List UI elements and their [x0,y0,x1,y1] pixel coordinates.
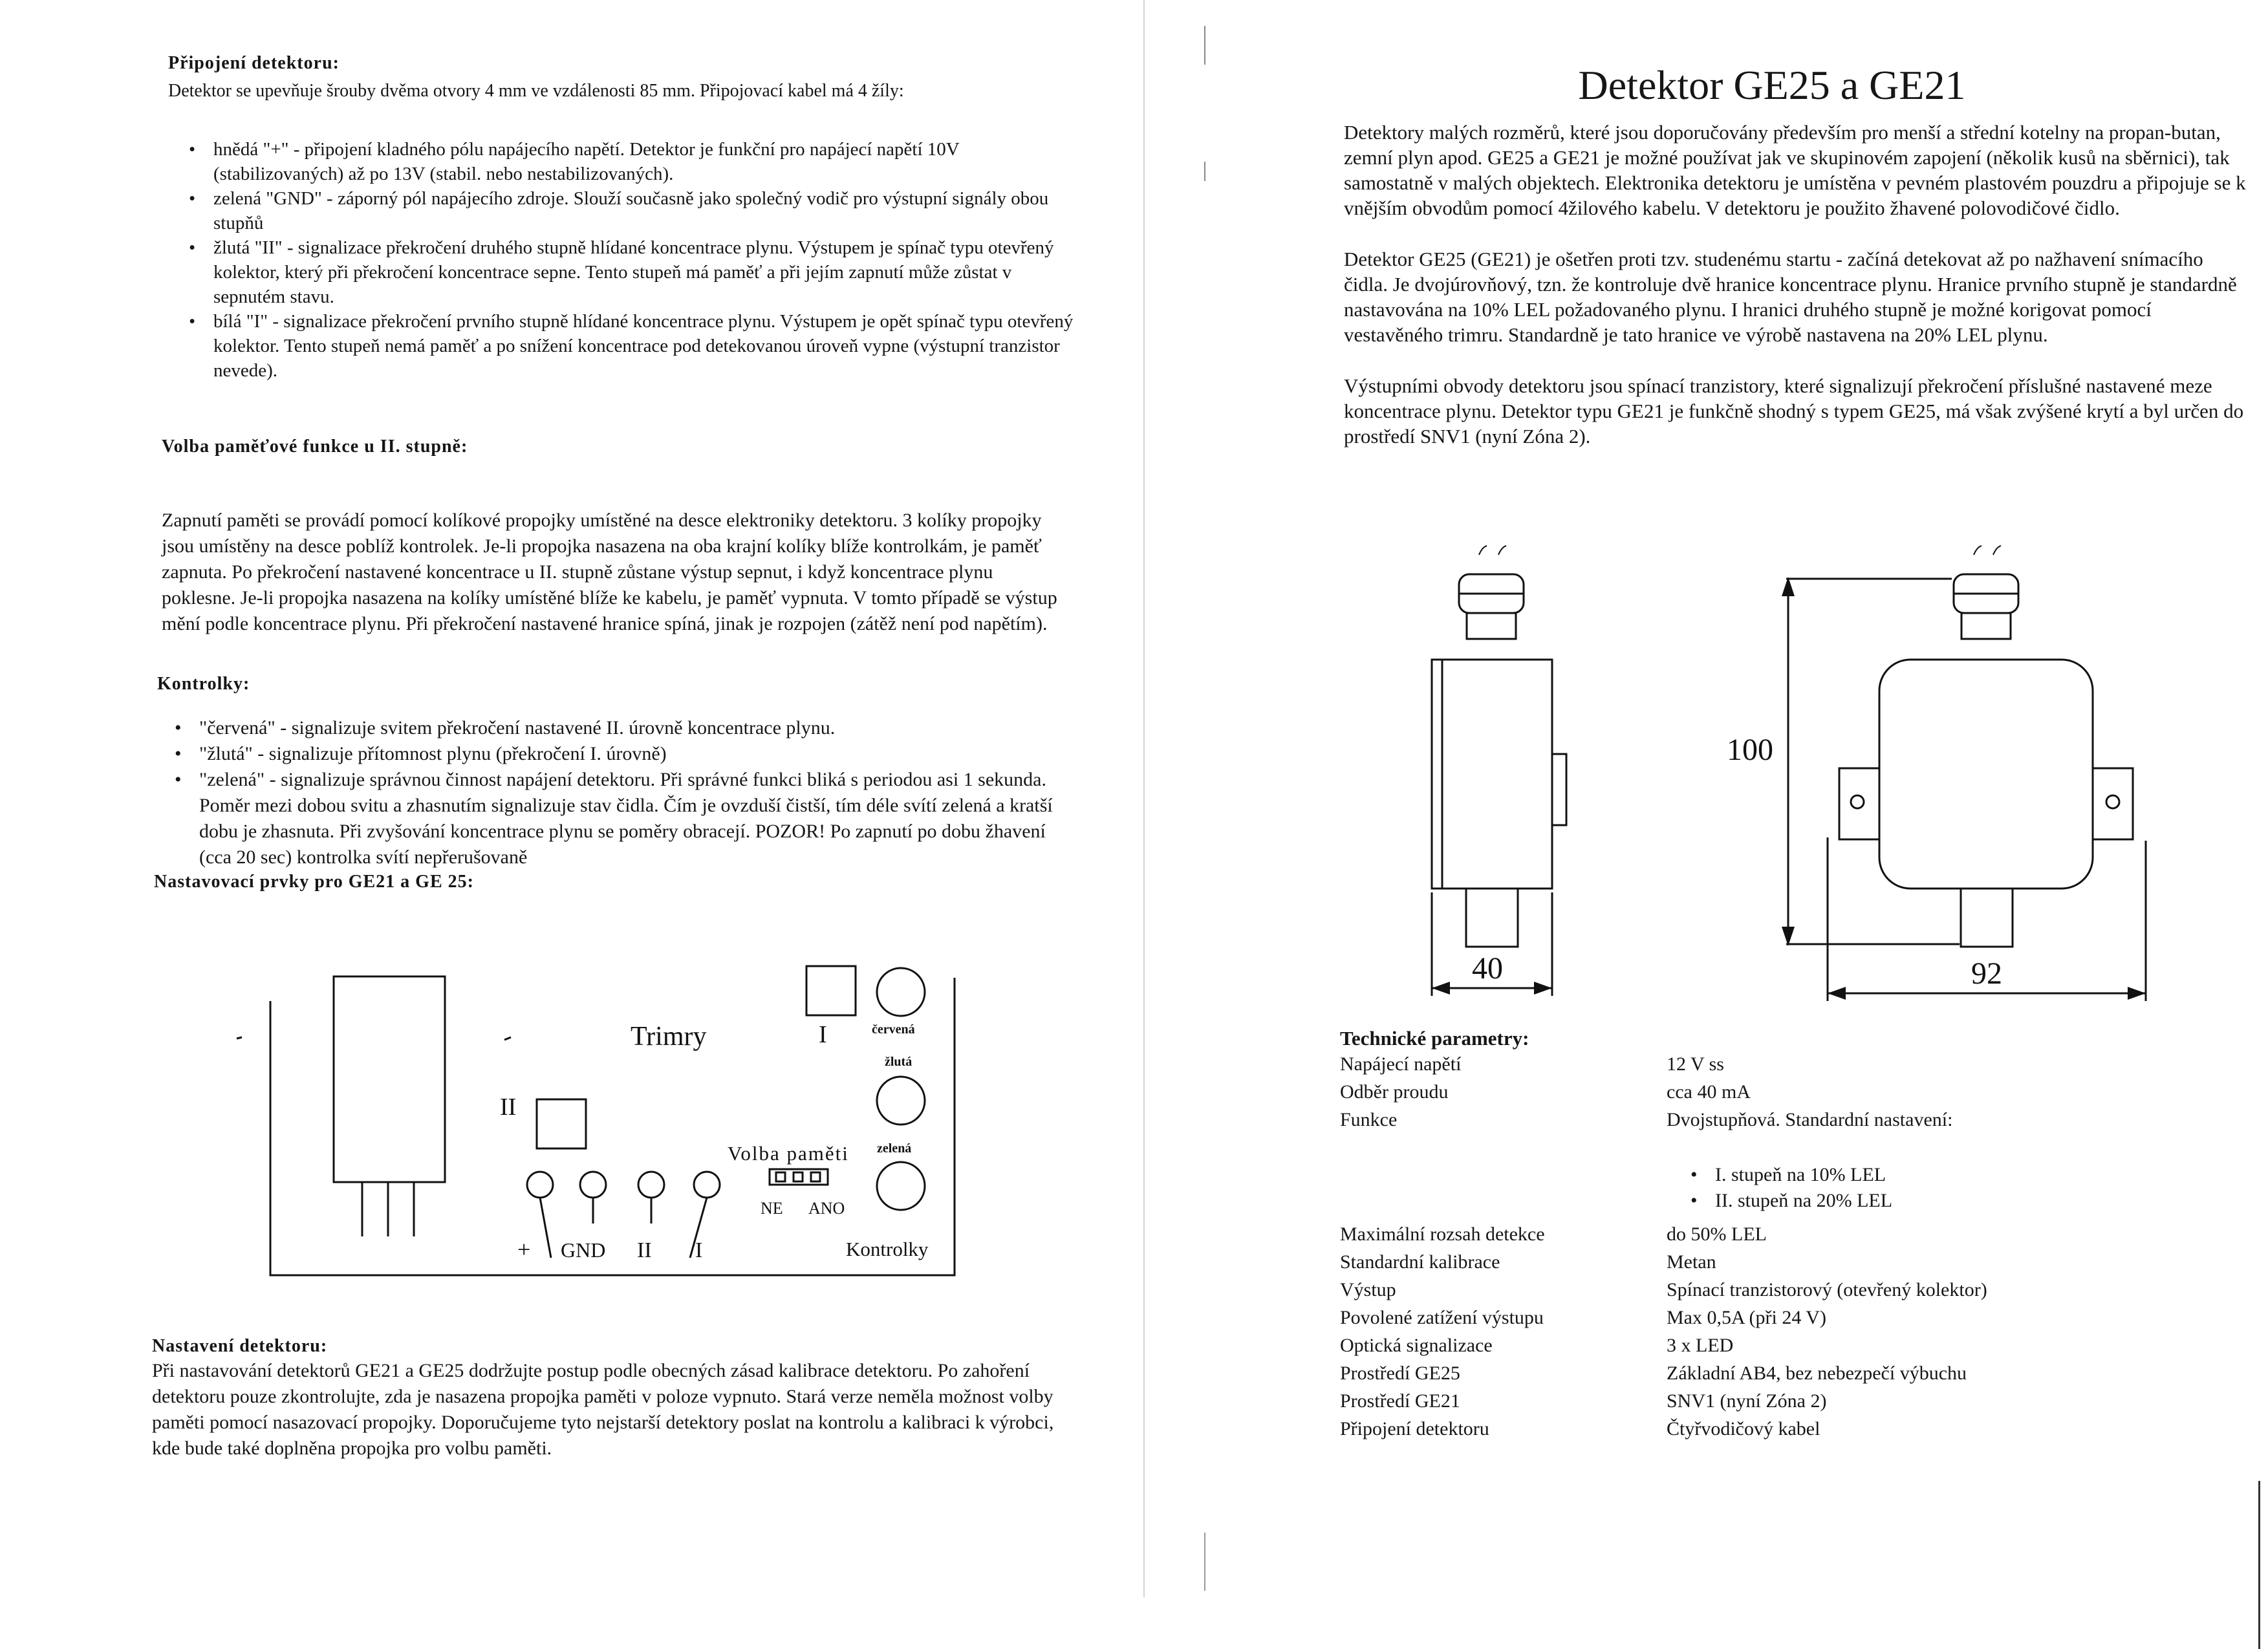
cable-ends [1479,546,1506,555]
list-item: • I. stupeň na 10% LEL [1715,1162,2232,1188]
spec-value: do 50% LEL [1667,1223,1767,1245]
connection-section [168,53,1074,383]
table-row [1340,1276,2232,1304]
height-label: 100 [1727,733,1773,767]
trimmer-ii [537,1099,586,1148]
specs-section [1340,1027,2232,1443]
spec-key: Standardní kalibrace [1340,1251,1500,1273]
terminal-gnd [580,1172,606,1198]
board-outline [270,978,955,1275]
table-row [1340,1050,2232,1078]
list-item: • "zelená" - signalizuje správnou činnost napájení detektoru. Při správné funkci bliká s periodou asi 1 sekunda. Poměr mezi dobou svitu a zhasnutím signalizuje stav čidla. Čím je ovzduší čistší, tím déle svítí zelená a kratší dobu je zhasnuta. Při zvyšování koncentrace plynu se poměry obracejí. POZOR! Po zapnutí po dobu žhavení (cca 20 sec) kontrolka svítí nepřerušovaně [199,767,1075,870]
spec-value: Dvojstupňová. Standardní nastavení: [1667,1109,1953,1130]
table-row [1340,1359,2232,1387]
terminal-i-label: I [695,1238,703,1262]
spec-value: Základní AB4, bez nebezpečí výbuchu [1667,1363,1967,1384]
levels-list [1715,1162,2232,1214]
spec-value: Metan [1667,1251,1716,1273]
trimmer-ii-label: II [500,1094,517,1121]
wire-list [168,137,1074,383]
list-item: • bílá "I" - signalizace překročení prvního stupně hlídané koncentrace plynu. Výstupem je opět spínač typu otevřený kolektor. Tento stupeň nemá paměť a po snížení koncentrace pod detekovanou úroveň vypne (výstupní tranzistor nevede). [213,309,1074,383]
memory-section [162,436,1067,637]
spec-key: Funkce [1340,1109,1398,1130]
led-green-label: zelená [877,1141,912,1156]
setup-text: Při nastavování detektorů GE21 a GE25 dodržujte postup podle obecných zásad kalibrace detektoru. Po zahoření detektoru pouze zkontrolujte, zda je nasazena propojka paměti v poloze vypnuto. Stará verze neměla možnost volby paměti pomocí nasazovací propojky. Doporučujeme tyto nejstarší detektory poslat na kontrolu a kalibraci k výrobci, kde bude také doplněna propojka pro volbu paměti. [152,1360,1054,1459]
spec-key: Připojení detektoru [1340,1418,1489,1439]
connection-intro: Detektor se upevňuje šrouby dvěma otvory 4 mm ve vzdálenosti 85 mm. Připojovací kabel má 4 žíly: [168,81,904,101]
terminal-plus [527,1172,553,1198]
spec-value: Čtyřvodičový kabel [1667,1418,1820,1439]
connection-heading: Připojení detektoru: [168,53,340,73]
terminal-plus-label: + [517,1236,531,1262]
table-row [1340,1106,2232,1134]
spec-key: Povolené zatížení výstupu [1340,1307,1544,1328]
spec-value: SNV1 (nyní Zóna 2) [1667,1390,1827,1412]
cold-start-paragraph: Detektor GE25 (GE21) je ošetřen proti tzv. studenému startu - začíná detekovat až po nažhavení snímacího čidla. Je dvojúrovňový, tzn. že kontroluje dvě hranice koncentrace plynu. Hranice prvního stupně je standardně nastavována na 10% LEL požadovaného plynu. I hranici druhého stupně je možné korigovat pomocí vestavěného trimru. Standardně je tato hranice ve výrobě nastavena na 20% LEL plynu. [1344,248,2237,346]
list-item: • zelená "GND" - záporný pól napájecího zdroje. Slouží současně jako společný vodič pro výstupní signály obou stupňů [213,186,1074,235]
terminal-gnd-label: GND [561,1238,606,1262]
spec-value: cca 40 mA [1667,1081,1751,1103]
controls-heading: Nastavovací prvky pro GE21 a GE 25: [154,872,474,892]
lights-board-label: Kontrolky [846,1238,929,1260]
list-item: • II. stupeň na 20% LEL [1715,1188,2232,1214]
spec-value: 3 x LED [1667,1335,1734,1356]
front-lug-left [1839,768,1879,839]
side-gland-nut [1467,613,1516,639]
intro-section [1344,120,2248,449]
lights-section [154,674,1075,892]
spec-key: Napájecí napětí [1340,1053,1462,1075]
terminal-ii [638,1172,664,1198]
table-row [1340,1078,2232,1106]
table-row [1340,1387,2232,1415]
table-row [1340,1415,2232,1443]
dimension-drawing [1151,543,2268,1015]
outputs-paragraph: Výstupními obvody detektoru jsou spínací tranzistory, které signalizují překročení příslušné nastavené meze koncentrace plynu. Detektor typu GE21 je funkčně shodný s typem GE25, má však zvýšené krytí a byl určen do prostředí SNV1 (nyní Zóna 2). [1344,374,2244,447]
mount-hole-right [2106,795,2119,808]
trimmer-i-label: I [819,1021,827,1048]
setup-section [152,1336,1077,1461]
spec-value: Max 0,5A (při 24 V) [1667,1307,1826,1328]
lights-heading: Kontrolky: [157,674,250,694]
front-gland-nut [1961,613,2011,639]
spec-key: Prostředí GE21 [1340,1390,1460,1412]
trimmer-i [806,966,856,1015]
front-lug-right [2093,768,2133,839]
side-housing [1432,660,1552,889]
jumper-on-label: ANO [808,1199,845,1218]
led-green [877,1162,925,1210]
setup-heading: Nastavení detektoru: [152,1336,328,1356]
spec-key: Optická signalizace [1340,1335,1493,1356]
mount-hole-left [1851,795,1864,808]
front-housing [1879,660,2093,889]
spec-value: 12 V ss [1667,1053,1724,1075]
trimmers-label: Trimry [631,1022,707,1051]
lights-list [157,715,1075,870]
table-row [1340,1331,2232,1359]
specs-table-bottom [1340,1220,2232,1443]
memory-select-label: Volba paměti [728,1142,849,1165]
intro-paragraph: Detektory malých rozměrů, které jsou doporučovány především pro menší a střední kotelny na propan-butan, zemní plyn apod. GE25 a GE21 je možné používat jak ve skupinovém zapojení (několik kusů na sběrnici), tak samostatně v malých objektech. Elektronika detektoru je umístěna v pevném plastovém pouzdru a připojuje se k vnějším obvodům pomocí 4žilového kabelu. V detektoru je použito žhavené polovodičové čidlo. [1344,121,2246,219]
led-red [877,968,925,1016]
specs-heading: Technické parametry: [1340,1027,1529,1050]
spec-key: Výstup [1340,1279,1396,1300]
terminal-i [694,1172,720,1198]
list-item: • "červená" - signalizuje svitem překročení nastavené II. úrovně koncentrace plynu. [199,715,1075,741]
title-wrap [1423,61,2121,109]
list-item: • hnědá "+" - připojení kladného pólu napájecího napětí. Detektor je funkční pro napájecí napětí 10V (stabilizovaných) až po 13V (stabil. nebo nestabilizovaných). [213,137,1074,186]
table-row [1340,1220,2232,1248]
side-width-label: 40 [1472,951,1503,986]
list-item: • "žlutá" - signalizuje přítomnost plynu (překročení I. úrovně) [199,741,1075,767]
spec-key: Maximální rozsah detekce [1340,1223,1545,1245]
spec-key: Odběr proudu [1340,1081,1449,1103]
side-base [1466,889,1518,947]
spec-value: Spínací tranzistorový (otevřený kolektor) [1667,1279,1987,1300]
terminal-ii-label: II [637,1238,652,1262]
list-item: • žlutá "II" - signalizace překročení druhého stupně hlídané koncentrace plynu. Výstupem je spínač typu otevřený kolektor, který při překročení koncentrace sepne. Tento stupeň má paměť a při jejím zapnutí může zůstat v sepnutém stavu. [213,235,1074,309]
memory-text: Zapnutí paměti se provádí pomocí kolíkové propojky umístěné na desce elektroniky detektoru. 3 kolíky propojky jsou umístěny na desce poblíž kontrolek. Je-li propojka nasazena na oba krajní kolíky blíže kontrolkám, je paměť zapnuta. Po překročení nastavené koncentrace u II. stupně zůstane výstup sepnut, i když koncentrace plynu poklesne. Je-li propojka nasazena na kolíky umístěné blíže ke kabelu, je paměť vypnuta. V tomto případě se výstup mění podle koncentrace plynu. Při překročení nastavené hranice spíná, jinak je rozpojen (zátěž není pod napětím). [162,510,1057,634]
front-width-label: 92 [1971,956,2002,991]
jumper-off-label: NE [761,1199,783,1218]
led-red-label: červená [872,1022,915,1037]
led-yellow [877,1077,925,1125]
spec-key: Prostředí GE25 [1340,1363,1460,1384]
sensor-block [334,976,445,1182]
right-page [1151,0,2268,1649]
page-title: Detektor GE25 a GE21 [1578,62,1966,108]
memory-heading: Volba paměťové funkce u II. stupně: [162,436,468,457]
side-lug [1552,754,1566,825]
table-row [1340,1304,2232,1331]
led-yellow-label: žlutá [885,1055,913,1069]
specs-table-top [1340,1050,2232,1134]
front-base [1961,889,2013,947]
table-row [1340,1248,2232,1276]
pcb-diagram [0,957,1151,1293]
